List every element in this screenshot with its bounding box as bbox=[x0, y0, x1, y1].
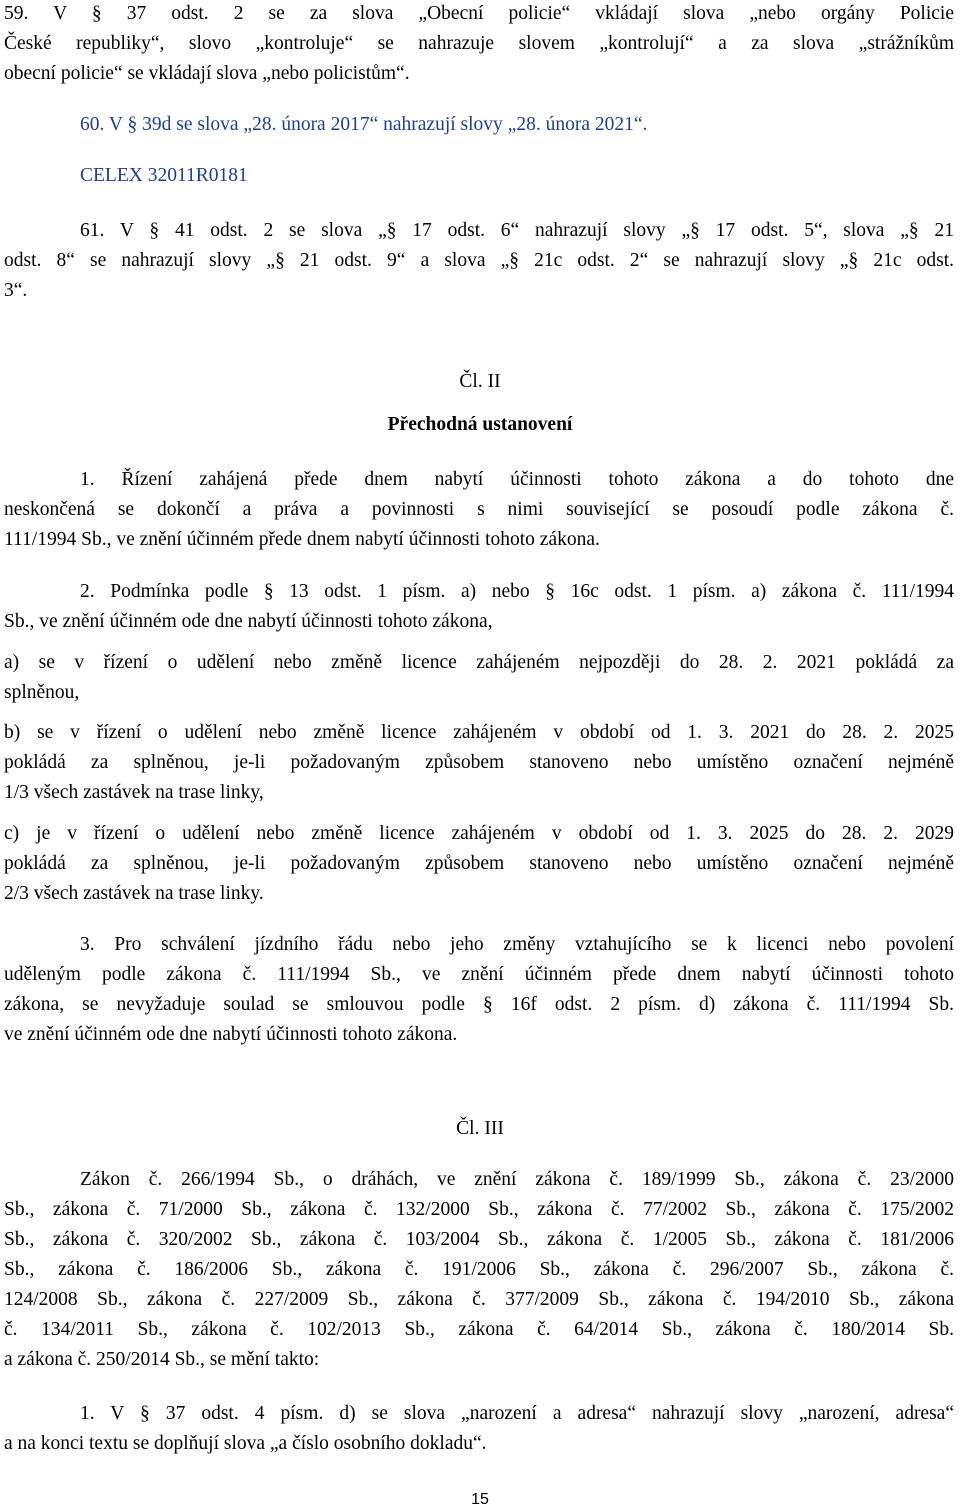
article-heading: Čl. II bbox=[459, 371, 501, 392]
text-line: 3“. bbox=[4, 280, 28, 301]
text-line: 111/1994 Sb., ve znění účinném přede dnem nabytí účinnosti tohoto zákona. bbox=[4, 529, 600, 550]
text-line: a zákona č. 250/2014 Sb., se mění takto: bbox=[4, 1349, 320, 1370]
text-line: neskončená se dokončí a práva a povinnosti s nimi související se posoudí podle zákona č. bbox=[4, 499, 954, 520]
text-line: ve znění účinném ode dne nabytí účinnosti tohoto zákona. bbox=[4, 1024, 458, 1045]
text-line: č. 134/2011 Sb., zákona č. 102/2013 Sb., zákona č. 64/2014 Sb., zákona č. 180/2014 Sb. bbox=[4, 1319, 954, 1340]
text-line: a) se v řízení o udělení nebo změně licence zahájeném nejpozději do 28. 2. 2021 pokládá za bbox=[4, 652, 954, 673]
text-line: b) se v řízení o udělení nebo změně licence zahájeném v období od 1. 3. 2021 do 28. 2. 2025 bbox=[4, 722, 954, 743]
text-line: 3. Pro schválení jízdního řádu nebo jeho změny vztahujícího se k licenci nebo povolení bbox=[80, 934, 954, 955]
text-line: 61. V § 41 odst. 2 se slova „§ 17 odst. 6“ nahrazují slovy „§ 17 odst. 5“, slova „§ 21 bbox=[80, 220, 954, 241]
text-line: 1. V § 37 odst. 4 písm. d) se slova „narození a adresa“ nahrazují slovy „narození, adresa“ bbox=[80, 1403, 954, 1424]
text-line: 60. V § 39d se slova „28. února 2017“ nahrazují slovy „28. února 2021“. bbox=[80, 114, 648, 135]
text-line: odst. 8“ se nahrazují slovy „§ 21 odst. 9“ a slova „§ 21c odst. 2“ se nahrazují slovy „§ 21c odst. bbox=[4, 250, 954, 271]
text-line: 124/2008 Sb., zákona č. 227/2009 Sb., zákona č. 377/2009 Sb., zákona č. 194/2010 Sb., zákona bbox=[4, 1289, 954, 1310]
text-line: 2/3 všech zastávek na trase linky. bbox=[4, 883, 264, 904]
text-line: Sb., zákona č. 71/2000 Sb., zákona č. 132/2000 Sb., zákona č. 77/2002 Sb., zákona č. 175/2002 bbox=[4, 1199, 954, 1220]
text-line: Zákon č. 266/1994 Sb., o dráhách, ve znění zákona č. 189/1999 Sb., zákona č. 23/2000 bbox=[80, 1169, 954, 1190]
text-line: 59. V § 37 odst. 2 se za slova „Obecní policie“ vkládají slova „nebo orgány Policie bbox=[4, 3, 954, 24]
text-line: c) je v řízení o udělení nebo změně licence zahájeném v období od 1. 3. 2025 do 28. 2. 2029 bbox=[4, 823, 954, 844]
text-line: splněnou, bbox=[4, 682, 80, 703]
text-line: 1/3 všech zastávek na trase linky, bbox=[4, 782, 264, 803]
text-line: obecní policie“ se vkládají slova „nebo policistům“. bbox=[4, 63, 410, 84]
article-heading: Čl. III bbox=[456, 1118, 504, 1139]
text-line: České republiky“, slovo „kontroluje“ se nahrazuje slovem „kontrolují“ a za slova „strážníkům bbox=[4, 33, 954, 54]
text-line: zákona, se nevyžaduje soulad se smlouvou podle § 16f odst. 2 písm. d) zákona č. 111/1994 Sb. bbox=[4, 994, 954, 1015]
text-line: uděleným podle zákona č. 111/1994 Sb., ve znění účinném přede dnem nabytí účinnosti tohoto bbox=[4, 964, 954, 985]
text-line: 2. Podmínka podle § 13 odst. 1 písm. a) nebo § 16c odst. 1 písm. a) zákona č. 111/1994 bbox=[80, 581, 954, 602]
text-line: Sb., ve znění účinném ode dne nabytí účinnosti tohoto zákona, bbox=[4, 611, 493, 632]
text-line: Sb., zákona č. 186/2006 Sb., zákona č. 191/2006 Sb., zákona č. 296/2007 Sb., zákona č. bbox=[4, 1259, 954, 1280]
section-heading: Přechodná ustanovení bbox=[387, 414, 573, 435]
celex-reference: CELEX 32011R0181 bbox=[80, 165, 248, 186]
text-line: pokládá za splněnou, je-li požadovaným způsobem stanoveno nebo umístěno označení nejméně bbox=[4, 752, 954, 773]
page-number: 15 bbox=[471, 1491, 489, 1508]
text-line: pokládá za splněnou, je-li požadovaným způsobem stanoveno nebo umístěno označení nejméně bbox=[4, 853, 954, 874]
text-line: 1. Řízení zahájená přede dnem nabytí účinnosti tohoto zákona a do tohoto dne bbox=[80, 469, 954, 490]
text-line: a na konci textu se doplňují slova „a číslo osobního dokladu“. bbox=[4, 1433, 487, 1454]
text-line: Sb., zákona č. 320/2002 Sb., zákona č. 103/2004 Sb., zákona č. 1/2005 Sb., zákona č. 181/2006 bbox=[4, 1229, 954, 1250]
